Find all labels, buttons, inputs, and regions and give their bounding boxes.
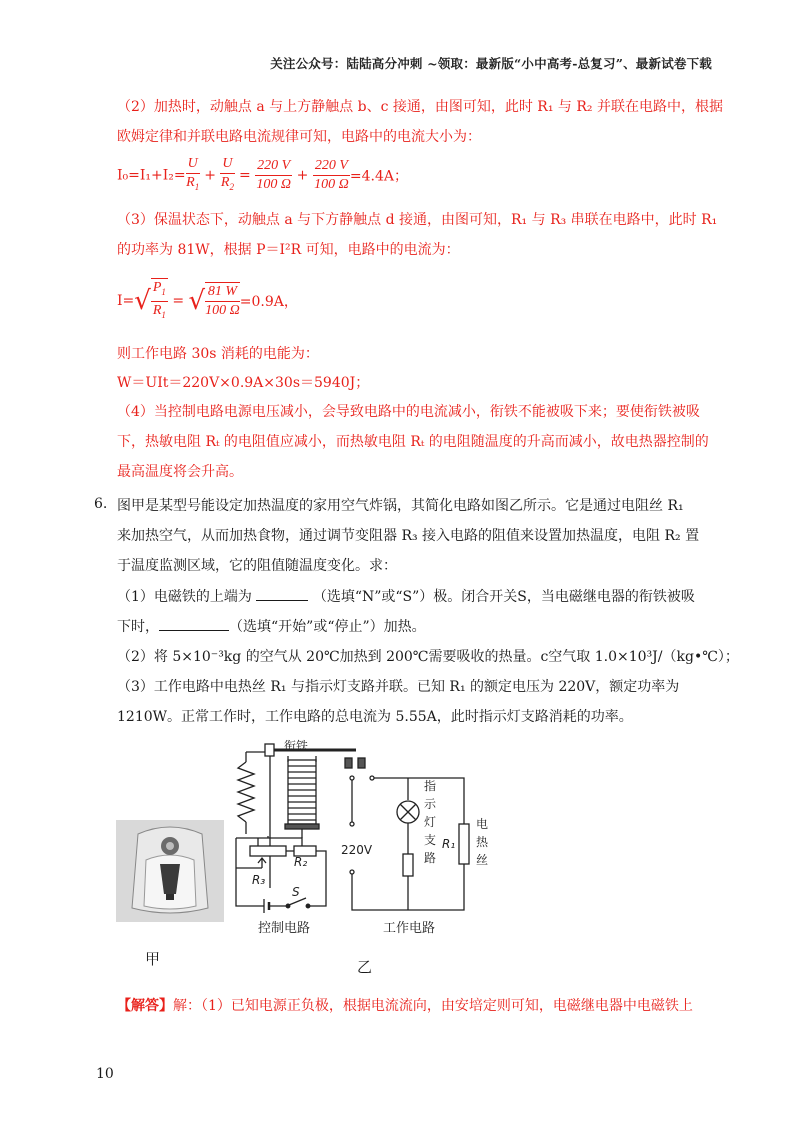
answer-blank-1 [256, 586, 308, 601]
sol3-eq-prefix: I= [117, 292, 135, 309]
sol3-line4: W＝UIt＝220V×0.9A×30s＝5940J； [117, 375, 370, 391]
q6-part1c: 下时， [117, 619, 159, 635]
q6-line3: 于温度监测区域，它的阻值随温度变化。求： [117, 558, 397, 574]
answer-line [117, 996, 693, 1016]
sol3-eq-result: =0.9A， [239, 293, 298, 310]
control-circuit-label: 控制电路 [258, 921, 311, 936]
q6-part1a: （1）电磁铁的上端为 [117, 589, 252, 605]
q6-part2: （2）将 5×10⁻³kg 的空气从 20℃加热到 200℃需要吸收的热量。c空气取 1.0×10³J/（kg•℃）； [117, 649, 739, 665]
lamp-branch-label: 指示灯支路 [424, 779, 437, 865]
q6-part1 [117, 586, 695, 607]
figure-yi-caption: 乙 [357, 958, 373, 976]
q6-part1b: （选填“N”或“S”）极。闭合开关S，当电磁继电器的衔铁被吸 [312, 589, 695, 605]
voltage-label: 220V [341, 843, 373, 857]
sol2-line2: 欧姆定律和并联电路电流规律可知，电路中的电流大小为： [117, 129, 481, 145]
sol4-line2: 下，热敏电阻 Rₜ 的电阻值应减小，而热敏电阻 Rₜ 的电阻随温度的升高而减小，故电热器控制的 [117, 434, 709, 450]
page-header: 关注公众号：陆陆高分冲刺 ~领取：最新版“小中高考-总复习”、最新试卷下载 [270, 56, 712, 71]
q6-part3: （3）工作电路中电热丝 R₁ 与指示灯支路并联。已知 R₁ 的额定电压为 220V，额定功率为 [117, 679, 680, 695]
answer-tag: 【解答】 [117, 998, 173, 1014]
sol2-eq-prefix: I₀=I₁+I₂= [117, 167, 186, 184]
sol2-equation: I₀=I₁+I₂= $\frac{U}{R_1}$ + $\frac{U}{R_2}$ = $\frac{220 V}{100 \Omega}$ + $\frac{220 V}{100 \Omega}$ =4.4A； [117, 156, 409, 192]
r3-label: R₃ [252, 873, 266, 887]
sol2-line1: （2）加热时，动触点 a 与上方静触点 b、c 接通，由图可知，此时 R₁ 与 R₂ 并联在电路中，根据 [117, 99, 723, 115]
heater-label: 电热丝 [476, 817, 489, 867]
q6-part1d: （选填“开始”或“停止”）加热。 [229, 619, 426, 635]
answer-blank-2 [159, 616, 229, 631]
sol2-eq-result: =4.4A； [349, 168, 409, 185]
sol3-line1: （3）保温状态下，动触点 a 与下方静触点 d 接通，由图可知，R₁ 与 R₃ 串联在电路中，此时 R₁ [117, 212, 718, 228]
page-number: 10 [96, 1066, 114, 1082]
circuit-diagram [228, 738, 508, 938]
sol3-equation: I=√ $\frac{P_1}{R_1}$ = √ $\frac{81 W}{100 \Omega}$ =0.9A， [117, 278, 298, 324]
sol4-line1: （4）当控制电路电源电压减小，会导致电路中的电流减小，衔铁不能被吸下来；要使衔铁被吸 [117, 404, 700, 420]
armature-label: 衔铁 [284, 739, 309, 753]
answer-text: 解：（1）已知电源正负极，根据电流流向，由安培定则可知，电磁继电器中电磁铁上 [173, 998, 693, 1014]
sol3-line3: 则工作电路 30s 消耗的电能为： [117, 346, 319, 362]
sol3-line2: 的功率为 81W，根据 P＝I²R 可知，电路中的电流为： [117, 242, 460, 258]
q6-part1-cont [117, 616, 426, 637]
r1-label: R₁ [442, 837, 456, 851]
q6-line1: 图甲是某型号能设定加热温度的家用空气炸锅，其简化电路如图乙所示。它是通过电阻丝 R₁ [117, 498, 684, 514]
figure-jia-caption: 甲 [145, 950, 161, 968]
q6-line2: 来加热空气，从而加热食物，通过调节变阻器 R₃ 接入电路的阻值来设置加热温度，电阻 R₂ 置 [117, 528, 700, 544]
sol4-line3: 最高温度将会升高。 [117, 464, 243, 480]
work-circuit-label: 工作电路 [383, 921, 436, 936]
r2-label: R₂ [294, 855, 308, 869]
air-fryer-photo [116, 820, 224, 922]
q6-part4: 1210W。正常工作时，工作电路的总电流为 5.55A，此时指示灯支路消耗的功率。 [117, 709, 633, 725]
question-number: 6. [94, 496, 108, 512]
switch-label: S [292, 885, 300, 899]
